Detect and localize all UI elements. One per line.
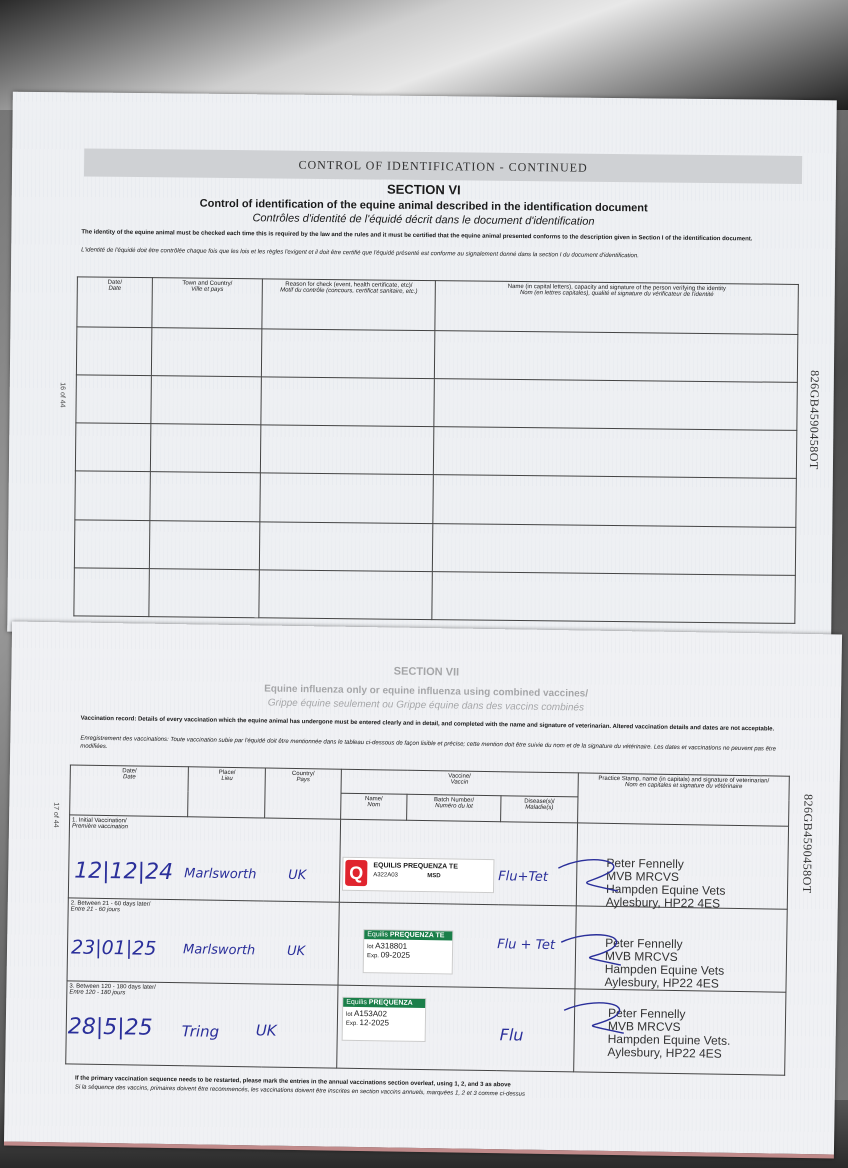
col-date: Date/ Date: [77, 277, 153, 328]
col-vaccine-name: Name/ Nom: [340, 793, 407, 820]
page-section-vii: [4, 622, 842, 1159]
vet-stamp: Peter Fennelly MVB MRCVS Hampden Equine Vets Aylesbury, HP22 4ES: [604, 935, 725, 991]
page-number: 17 of 44: [51, 802, 60, 828]
vaccine-expiry: 09-2025: [380, 950, 411, 960]
handwritten-country: UK: [286, 943, 306, 960]
handwritten-country: UK: [288, 867, 307, 884]
handwritten-place: Marlsworth: [182, 942, 256, 959]
page-number: 16 of 44: [58, 382, 66, 408]
table-row: [76, 375, 797, 431]
vaccine-maker: MSD: [427, 873, 441, 880]
vaccine-label: Equilis PREQUENZA lot A153A02 Exp. 12-2025: [342, 997, 427, 1042]
handwritten-date: 12|12|24: [74, 858, 174, 886]
vaccine-name: EQUILIS PREQUENZA TE: [373, 862, 458, 871]
handwritten-disease: Flu: [499, 1025, 524, 1045]
handwritten-country: UK: [255, 1021, 277, 1040]
vet-stamp: Peter Fennelly MVB MRCVS Hampden Equine Vets Aylesbury, HP22 4ES: [605, 855, 726, 911]
handwritten-place: Marlsworth: [184, 866, 257, 883]
passport-serial: 826GB4590458OT: [799, 793, 816, 894]
footer-fr: Si la séquence des vaccins, primaires doivent être recommencés, les vaccinations doivent être inscrites en section vaccins annuels, marquées 1, 2 et 3 comme ci-dessus: [74, 1084, 526, 1098]
col-vaccine: Vaccine/ Vaccin: [341, 769, 579, 797]
page-section-vi: [7, 92, 837, 641]
row-label: 3. Between 120 - 180 days later/ Entre 120 - 180 jours: [66, 981, 338, 1068]
q-logo-icon: Q: [345, 860, 367, 886]
signature-scribbles: [545, 850, 649, 1092]
col-disease: Disease(s)/ Maladie(s): [501, 796, 579, 823]
row-label: 2. Between 21 - 60 days later/ Entre 21 - 60 jours: [67, 898, 339, 985]
footer-en: If the primary vaccination sequence needs to be restarted, please mark the entries in the annual vaccinations section overleaf, using 1, 2, and 3 as above: [74, 1075, 511, 1089]
vaccine-lot: A153A02: [353, 1008, 388, 1019]
col-vet: Practice Stamp, name (in capitals) and signature of veterinarian/ Nom en capitales et signature du vétérinaire: [578, 773, 790, 826]
vaccine-label: [342, 857, 495, 893]
intro-fr: L'identité de l'équidé doit être contrôlée chaque fois que les lois et les règles l'exigent et il doit être certifié que l'équidé présenté est conforme au signalement donné dans la section I du document d'identification.: [81, 247, 639, 260]
vaccine-batch: A322A03: [373, 872, 398, 879]
title-en: Control of identification of the equine animal described in the identification document: [199, 197, 648, 215]
col-verifier: Name (in capital letters), capacity and signature of the person verifying the identity Nom (en lettres capitales), qualité et signature du vérificateur de l'identité: [435, 281, 799, 335]
handwritten-date: 28|5|25: [67, 1014, 153, 1041]
vaccine-brand-bar: Equilis PREQUENZA TE: [364, 930, 452, 940]
vet-stamp: Peter Fennelly MVB MRCVS Hampden Equine Vets. Aylesbury, HP22 4ES: [607, 1005, 731, 1061]
intro-en: The identity of the equine animal must be checked each time this is required by the law and the rules and it must be certified that the equine animal presented conforms to the description given in Section I of the identification document.: [81, 229, 753, 243]
table-row: [75, 471, 796, 527]
title-fr: Contrôles d'identité de l'équidé décrit dans le document d'identification: [252, 212, 595, 228]
table-row: [74, 519, 795, 575]
identification-table: [73, 276, 799, 624]
intro-fr: Enregistrement des vaccinations: Toute vaccination subie par l'équidé doit être mentionnée dans le tableau ci-dessous de façon lisible et précise; cette mention doit être suivie du nom et de la signature du vétérinaire. Les dates et vaccinations ne peuvent pas être modifiées.: [80, 735, 776, 753]
table-row: [74, 568, 795, 624]
vaccine-expiry: 12-2025: [359, 1018, 390, 1028]
row-label: 1. Initial Vaccination/ Première vaccination: [68, 815, 340, 902]
handwritten-place: Tring: [181, 1022, 220, 1041]
col-town: Town and Country/ Ville et pays: [152, 278, 263, 329]
title-en: Equine influenza only or equine influenza using combined vaccines/: [264, 683, 589, 700]
table-row: [75, 423, 796, 479]
title-fr: Grippe équine seulement ou Grippe équine dans des vaccins combinés: [267, 697, 585, 714]
header-band: CONTROL OF IDENTIFICATION - CONTINUED: [84, 148, 802, 184]
section-title: SECTION VII: [393, 665, 460, 679]
table-row: [76, 327, 797, 383]
passport-serial: 826GB4590458OT: [806, 370, 822, 470]
vaccine-lot: A318801: [375, 941, 408, 951]
handwritten-disease: Flu+Tet: [498, 869, 548, 885]
col-date: Date/ Date: [70, 765, 189, 817]
section-title: SECTION VI: [386, 181, 461, 198]
col-place: Place/ Lieu: [188, 767, 266, 818]
col-batch: Batch Number/ Numéro du lot: [407, 794, 501, 822]
vaccine-label: Equilis PREQUENZA TE lot A318801 Exp. 09-2025: [363, 929, 454, 974]
col-country: Country/ Pays: [265, 768, 341, 819]
handwritten-disease: Flu + Tet: [497, 937, 556, 954]
col-reason: Reason for check (event, health certificate, etc)/ Motif du contrôle (concours, certificat sanitaire, etc.): [262, 279, 436, 331]
handwritten-date: 23|01|25: [70, 936, 157, 960]
intro-en: Vaccination record: Details of every vaccination which the equine animal has undergone must be entered clearly and in detail, and completed with the name and signature of veterinarian. Altered vaccination details and dates are not acceptable.: [80, 715, 775, 733]
vaccine-brand-bar: Equilis PREQUENZA: [343, 998, 425, 1008]
